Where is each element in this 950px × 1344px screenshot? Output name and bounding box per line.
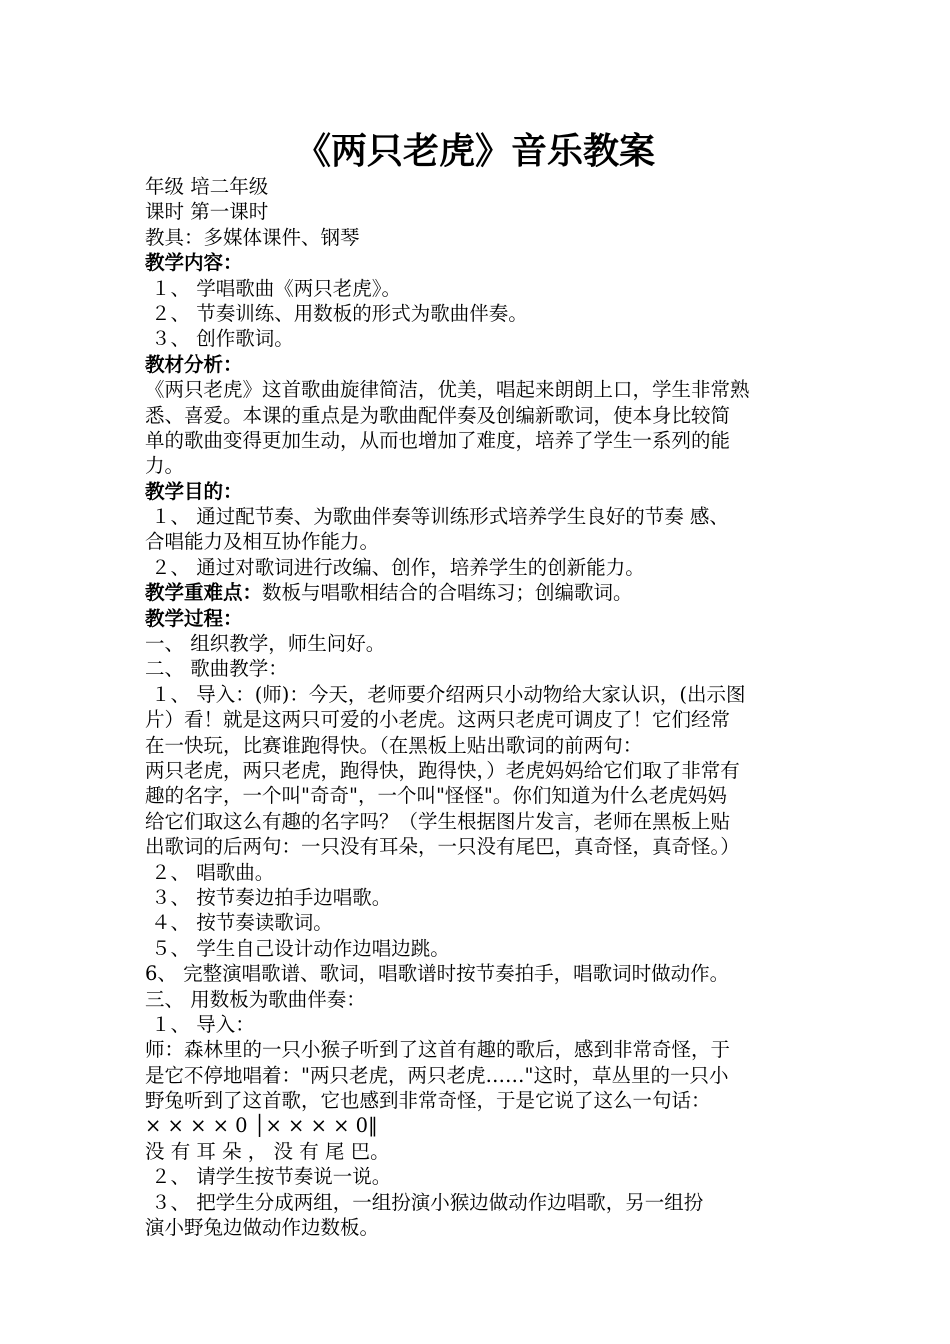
process-line: 趣的名字，一个叫"奇奇"，一个叫"怪怪"。你们知道为什么老虎妈妈 (145, 784, 727, 808)
process-line: ４、 按节奏读歌词。 (151, 911, 333, 935)
content-heading: 教学内容： (145, 251, 243, 275)
process-line: ５、 学生自己设计动作边唱边跳。 (151, 936, 450, 960)
analysis-heading: 教材分析： (145, 352, 243, 376)
process-line: ３、 把学生分成两组，一组扮演小猴边做动作边唱歌，另一组扮 (151, 1190, 704, 1214)
process-line: 6、 完整演唱歌谱、歌词，唱歌谱时按节奏拍手，唱歌词时做动作。 (145, 962, 730, 986)
process-line: 一、 组织教学，师生问好。 (145, 632, 386, 656)
process-line: 片）看！就是这两只可爱的小老虎。这两只老虎可调皮了！它们经常 (145, 708, 731, 732)
process-line: 三、 用数板为歌曲伴奏： (145, 987, 366, 1011)
process-line: ２、 唱歌曲。 (151, 860, 275, 884)
goal-line: 合唱能力及相互协作能力。 (145, 530, 380, 554)
analysis-line: 悉、喜爱。本课的重点是为歌曲配伴奏及创编新歌词，使本身比较简 (145, 403, 731, 427)
grade-line: 年级 培二年级 (145, 175, 269, 198)
process-line: １、 导入：(师)：今天，老师要介绍两只小动物给大家认识，(出示图 (151, 682, 746, 706)
rhythm-notation: × × × × 0 │× × × × 0‖ (145, 1114, 378, 1138)
process-line: 在一快玩，比赛谁跑得快。（在黑板上贴出歌词的前两句： (145, 733, 643, 757)
document-title: 《两只老虎》音乐教案 (294, 131, 655, 172)
content-item: ３、 创作歌词。 (151, 327, 294, 351)
goal-heading: 教学目的： (145, 479, 243, 503)
process-line: 野兔听到了这首歌，它也感到非常奇怪，于是它说了这么一句话： (145, 1089, 711, 1113)
process-line: 师：森林里的一只小猴子听到了这首有趣的歌后，感到非常奇怪，于 (145, 1038, 731, 1062)
difficulty-text: 数板与唱歌相结合的合唱练习；创编歌词。 (262, 581, 633, 605)
process-line: 给它们取这么有趣的名字吗？（学生根据图片发言，老师在黑板上贴 (145, 809, 731, 833)
process-line: 二、 歌曲教学： (145, 657, 288, 681)
document-body (145, 174, 813, 1240)
analysis-line: 力。 (145, 454, 185, 478)
content-item: １、 学唱歌曲《两只老虎》。 (151, 276, 401, 300)
process-line: 是它不停地唱着："两只老虎，两只老虎……"这时，草丛里的一只小 (145, 1063, 729, 1087)
analysis-line: 《两只老虎》这首歌曲旋律简洁，优美，唱起来朗朗上口，学生非常熟 (145, 378, 750, 402)
process-line: 两只老虎，两只老虎，跑得快，跑得快，）老虎妈妈给它们取了非常有 (145, 758, 740, 782)
goal-line: ２、 通过对歌词进行改编、创作，培养学生的创新能力。 (151, 555, 645, 579)
goal-line: １、 通过配节奏、为歌曲伴奏等训练形式培养学生良好的节奏 感、 (151, 505, 729, 529)
process-line: ２、 请学生按节奏说一说。 (151, 1165, 392, 1189)
content-item: ２、 节奏训练、用数板的形式为歌曲伴奏。 (151, 301, 528, 325)
difficulty-line (145, 580, 813, 605)
analysis-line: 单的歌曲变得更加生动，从而也增加了难度，培养了学生一系列的能 (145, 428, 731, 452)
process-line: １、 导入： (151, 1012, 255, 1036)
period-line: 课时 第一课时 (145, 200, 269, 224)
difficulty-heading: 教学重难点： (145, 581, 263, 605)
process-line: 演小野兔边做动作边数板。 (145, 1216, 380, 1240)
rhythm-lyrics: 没 有 耳 朵 ， 没 有 尾 巴。 (145, 1139, 390, 1163)
tools-line: 教具：多媒体课件、钢琴 (145, 225, 360, 249)
process-line: ３、 按节奏边拍手边唱歌。 (151, 885, 392, 909)
process-line: 出歌词的后两句：一只没有耳朵，一只没有尾巴，真奇怪，真奇怪。） (145, 835, 740, 859)
process-heading: 教学过程： (145, 606, 243, 630)
